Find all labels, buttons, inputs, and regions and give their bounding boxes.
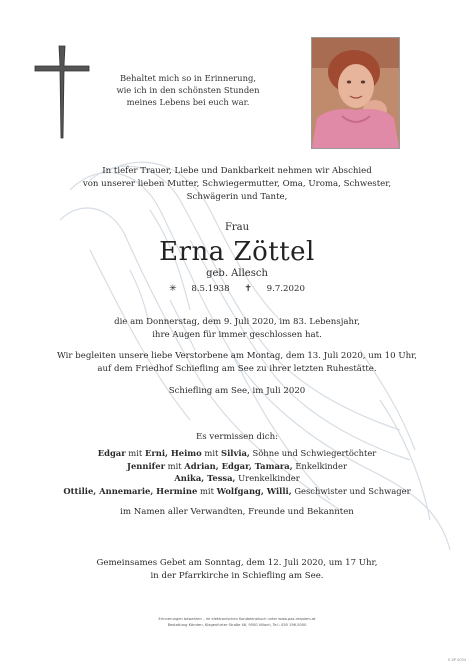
death-line: die am Donnerstag, dem 9. Juli 2020, im 83. Lebensjahr, <box>114 317 360 327</box>
mourners-line <box>40 485 434 498</box>
mourners-line <box>40 447 434 460</box>
death-line: ihre Augen für immer geschlossen hat. <box>152 330 322 340</box>
prayer-line: in der Pfarrkirche in Schiefling am See. <box>150 571 324 581</box>
intro-line: Schwägerin und Tante, <box>186 192 288 202</box>
quote-line: Behaltet mich so in Erinnerung, <box>120 73 256 83</box>
death-date: 9.7.2020 <box>266 284 305 294</box>
mourner-text: Urenkelkinder <box>235 473 300 483</box>
mourners-heading: Es vermissen dich: <box>195 432 279 442</box>
mourner-name: Jennifer <box>126 460 165 471</box>
mourner-text: mit <box>125 448 145 458</box>
mourner-name: Wolfgang, Willi, <box>216 485 292 496</box>
footer-line: Bestattung Kärnten, Klagenfurter Straße 46, 9500 Villach, Tel.: 050 196-5000 <box>167 622 307 627</box>
quote <box>108 72 268 108</box>
mourner-text: mit <box>164 460 185 471</box>
document-code: E-SP 0034 <box>448 658 466 662</box>
footer-line: Erinnerungen bewahren – im elektronischen Kondolenzbuch unter www.pax-requiem.at <box>158 617 316 621</box>
mourners-line <box>40 472 434 485</box>
place-date: Schiefling am See, im Juli 2020 <box>168 386 306 396</box>
funeral-line: auf dem Friedhof Schiefling am See zu ihrer letzten Ruhestätte. <box>97 364 377 374</box>
mourner-name: Anika, Tessa, <box>174 473 236 483</box>
mourner-name: Adrian, Edgar, Tamara, <box>184 460 293 471</box>
mourner-text: Söhne und Schwiegertöchter <box>249 448 377 458</box>
birth-date: 8.5.1938 <box>191 284 230 294</box>
funeral-line: Wir begleiten unsere liebe Verstorbene am Montag, dem 13. Juli 2020, um 10 Uhr, <box>56 351 418 361</box>
mourners-list <box>40 447 434 497</box>
funeral-info <box>40 350 434 376</box>
death-cross-icon: ✝ <box>244 284 252 294</box>
mourner-name: Edgar <box>97 448 126 458</box>
life-dates <box>0 284 474 294</box>
death-announcement <box>60 316 414 342</box>
prayer-info <box>40 557 434 583</box>
mourners-line <box>40 460 434 473</box>
salutation: Frau <box>224 222 250 233</box>
portrait-image <box>312 38 399 148</box>
quote-line: meines Lebens bei euch war. <box>126 97 250 107</box>
cross-icon <box>32 44 92 140</box>
intro-text <box>60 165 414 204</box>
mourner-text: mit <box>201 448 222 458</box>
mourner-name: Ottilie, Annemarie, Hermine <box>63 485 198 496</box>
deceased-name: Erna Zöttel <box>159 237 315 267</box>
birth-star-icon: ✳ <box>169 284 177 294</box>
mourner-text: Enkelkinder <box>292 460 348 471</box>
maiden-name: geb. Allesch <box>206 268 268 279</box>
relatives-note: im Namen aller Verwandten, Freunde und Bekannten <box>120 507 354 517</box>
mourner-text: mit <box>197 485 217 496</box>
portrait-photo <box>311 37 400 149</box>
intro-line: von unserer lieben Mutter, Schwiegermutter, Oma, Uroma, Schwester, <box>82 179 392 189</box>
intro-line: In tiefer Trauer, Liebe und Dankbarkeit nehmen wir Abschied <box>102 166 372 176</box>
mourner-name: Erni, Heimo <box>144 448 202 458</box>
mourner-text: Geschwister und Schwager <box>291 485 411 496</box>
quote-line: wie ich in den schönsten Stunden <box>116 85 260 95</box>
footer <box>80 617 394 628</box>
mourner-name: Silvia, <box>221 448 250 458</box>
prayer-line: Gemeinsames Gebet am Sonntag, dem 12. Juli 2020, um 17 Uhr, <box>96 558 378 568</box>
